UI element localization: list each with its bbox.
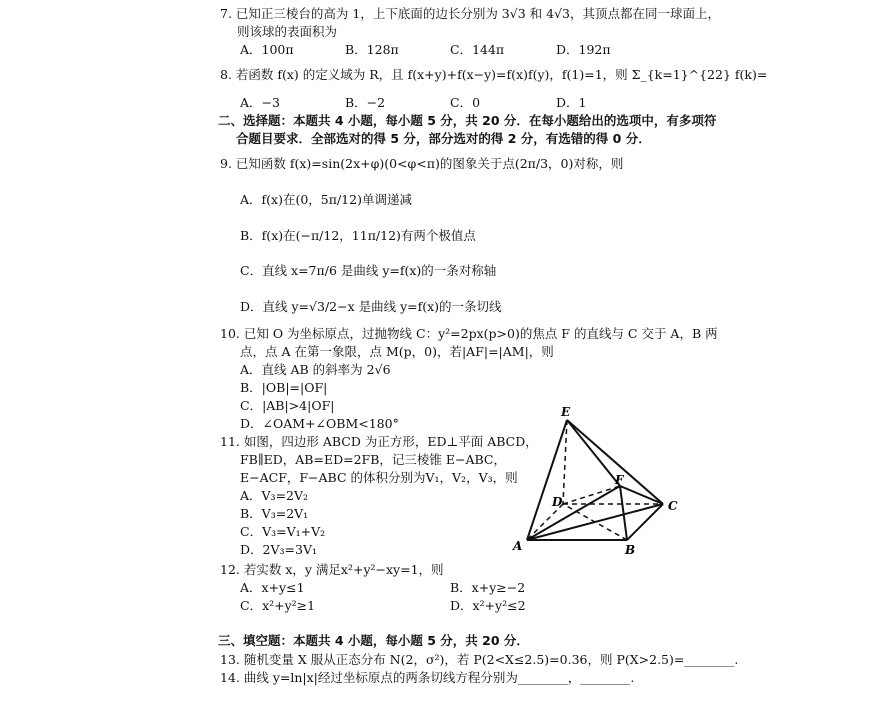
q7-stem-line2: 则该球的表面积为 — [237, 24, 338, 39]
q11-stem-line2: FB∥ED，AB=ED=2FB，记三棱锥 E−ABC， — [240, 452, 506, 467]
q10-option-c: C．|AB|>4|OF| — [240, 398, 335, 413]
label-a: A — [513, 539, 523, 553]
q9-stem: 9. 已知函数 f(x)=sin(2x+φ)(0<φ<π)的图象关于点(2π/3，0)对称，则 — [220, 156, 624, 171]
q11-option-b: B．V₃=2V₁ — [240, 506, 309, 521]
q12-option-c: C．x²+y²≥1 — [240, 598, 316, 613]
edge-ec — [567, 420, 663, 504]
q9-option-d: D．直线 y=√3/2−x 是曲线 y=f(x)的一条切线 — [240, 299, 502, 314]
edge-fc — [620, 486, 663, 504]
q10-option-a: A．直线 AB 的斜率为 2√6 — [240, 362, 391, 377]
label-b: B — [625, 543, 636, 557]
q14-text: 14. 曲线 y=ln|x|经过坐标原点的两条切线方程分别为________，________. — [220, 670, 635, 685]
pyramid-figure — [505, 400, 695, 560]
q8-option-c: C．0 — [450, 95, 481, 110]
q7-option-c: C．144π — [450, 42, 505, 57]
q9-option-c: C．直线 x=7π/6 是曲线 y=f(x)的一条对称轴 — [240, 263, 497, 278]
q7-option-d: D．192π — [556, 42, 611, 57]
edge-ef — [567, 420, 620, 486]
q12-option-d: D．x²+y²≤2 — [450, 598, 526, 613]
q10-option-b: B．|OB|=|OF| — [240, 380, 328, 395]
label-f: F — [615, 473, 624, 487]
label-e: E — [561, 405, 571, 419]
q11-option-c: C．V₃=V₁+V₂ — [240, 524, 326, 539]
q10-option-d: D．∠OAM+∠OBM<180° — [240, 416, 399, 431]
q10-stem-line2: 点，点 A 在第一象限，点 M(p，0)，若|AF|=|AM|，则 — [240, 344, 554, 359]
q9-option-a: A．f(x)在(0，5π/12)单调递减 — [240, 192, 412, 207]
q12-stem: 12. 若实数 x，y 满足x²+y²−xy=1，则 — [220, 562, 444, 577]
q11-option-a: A．V₃=2V₂ — [240, 488, 309, 503]
edge-df — [563, 486, 620, 504]
q7-option-b: B．128π — [345, 42, 399, 57]
section2-heading-line1: 二、选择题：本题共 4 小题，每小题 5 分，共 20 分．在每小题给出的选项中，有多项符 — [218, 113, 717, 128]
q11-stem-line3: E−ACF，F−ABC 的体积分别为V₁，V₂，V₃，则 — [240, 470, 518, 485]
edge-af — [527, 486, 620, 540]
q13-text: 13. 随机变量 X 服从正态分布 N(2，σ²)，若 P(2<X≤2.5)=0.36，则 P(X>2.5)=________. — [220, 652, 739, 667]
q8-stem: 8. 若函数 f(x) 的定义域为 R，且 f(x+y)+f(x−y)=f(x)f(y)，f(1)=1，则 Σ_{k=1}^{22} f(k)= — [220, 67, 768, 82]
q8-option-d: D．1 — [556, 95, 587, 110]
q8-option-a: A．−3 — [240, 95, 280, 110]
q11-stem-line1: 11. 如图，四边形 ABCD 为正方形，ED⊥平面 ABCD， — [220, 434, 538, 449]
q8-option-b: B．−2 — [345, 95, 386, 110]
label-d: D — [552, 495, 563, 509]
q12-option-a: A．x+y≤1 — [240, 580, 305, 595]
q10-stem-line1: 10. 已知 O 为坐标原点，过抛物线 C：y²=2px(p>0)的焦点 F 的直线与 C 交于 A，B 两 — [220, 326, 718, 341]
q7-stem-line1: 7. 已知正三棱台的高为 1，上下底面的边长分别为 3√3 和 4√3，其顶点都在同一球面上， — [220, 6, 720, 21]
label-c: C — [668, 499, 678, 513]
edge-bd — [563, 504, 627, 540]
q12-option-b: B．x+y≥−2 — [450, 580, 526, 595]
section2-heading-line2: 合题目要求．全部选对的得 5 分，部分选对的得 2 分，有选错的得 0 分． — [236, 131, 651, 146]
section3-heading: 三、填空题：本题共 4 小题，每小题 5 分，共 20 分． — [218, 633, 529, 648]
q9-option-b: B．f(x)在(−π/12，11π/12)有两个极值点 — [240, 228, 476, 243]
q11-option-d: D．2V₃=3V₁ — [240, 542, 317, 557]
edge-ea — [527, 420, 567, 540]
q7-option-a: A．100π — [240, 42, 294, 57]
